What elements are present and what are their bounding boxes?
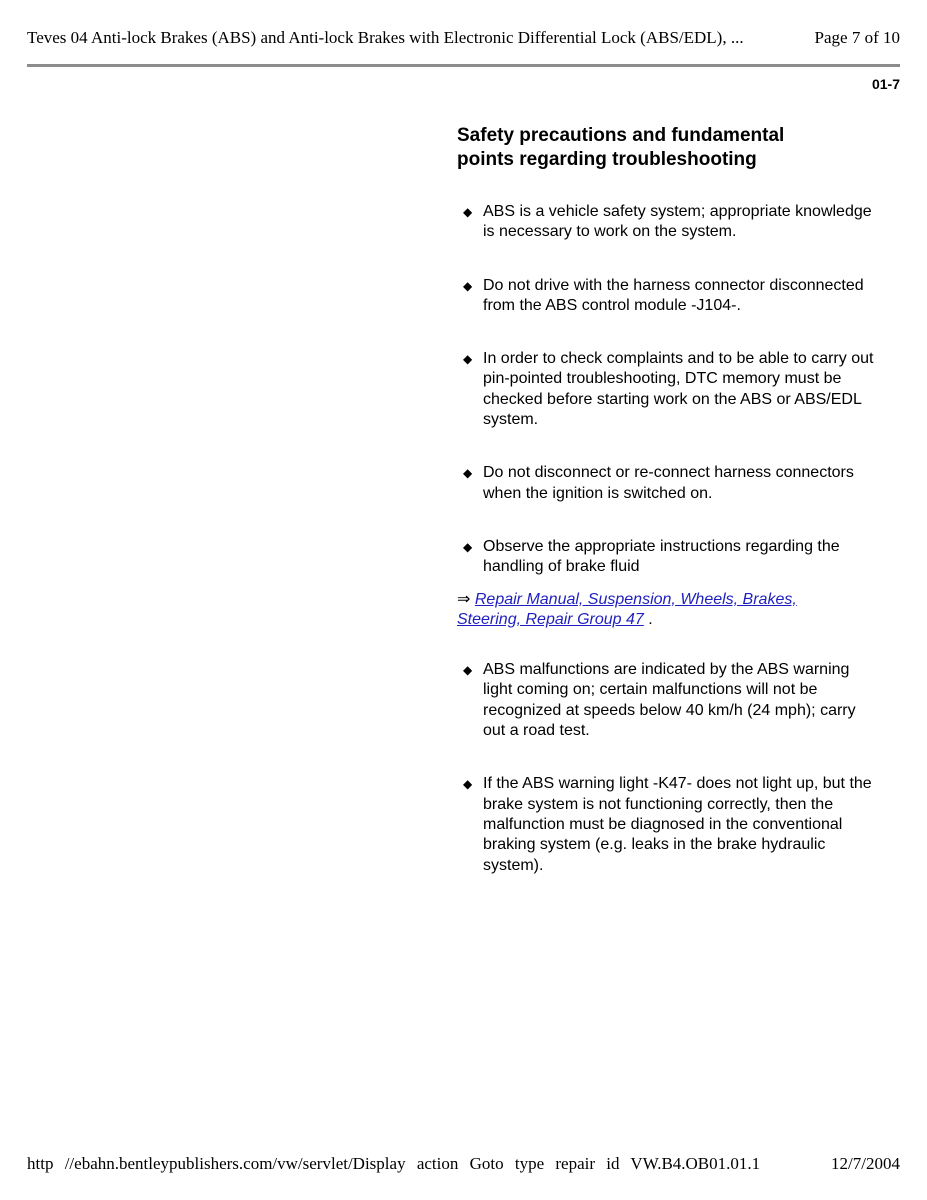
list-item: [457, 276, 875, 317]
list-item: [457, 660, 875, 741]
list-item: [457, 349, 875, 430]
list-item: [457, 537, 875, 578]
document-title: Teves 04 Anti-lock Brakes (ABS) and Anti-lock Brakes with Electronic Differential Lock (ABS/EDL), ...: [27, 28, 744, 47]
diamond-bullet-icon: ◆: [463, 663, 473, 678]
page-header: [27, 28, 900, 48]
main-content: [457, 124, 877, 909]
diamond-bullet-icon: ◆: [463, 539, 473, 554]
repair-manual-link[interactable]: Repair Manual, Suspension, Wheels, Brakes, Steering, Repair Group 47: [457, 590, 797, 628]
list-item-text: Do not drive with the harness connector disconnected from the ABS control module -J104-.: [483, 276, 864, 314]
list-item: [457, 202, 875, 243]
list-item: [457, 463, 875, 504]
diamond-bullet-icon: ◆: [463, 352, 473, 367]
page-number: Page 7 of 10: [814, 28, 900, 47]
diamond-bullet-icon: ◆: [463, 466, 473, 481]
list-item-text: ABS is a vehicle safety system; appropriate knowledge is necessary to work on the system.: [483, 203, 872, 241]
print-date: 12/7/2004: [831, 1154, 900, 1173]
cross-reference: [457, 590, 849, 631]
list-item: [457, 774, 875, 875]
diamond-bullet-icon: ◆: [463, 777, 473, 792]
diamond-bullet-icon: ◆: [463, 205, 473, 219]
page-footer: [27, 1154, 900, 1174]
arrow-right-icon: ⇒: [457, 590, 471, 608]
list-item-text: Do not disconnect or re-connect harness connectors when the ignition is switched on.: [483, 464, 854, 502]
page-code: 01-7: [871, 76, 900, 92]
diamond-bullet-icon: ◆: [463, 278, 473, 293]
reference-suffix: .: [643, 610, 653, 628]
list-item-text: In order to check complaints and to be able to carry out pin-pointed troubleshooting, DTC memory must be checked before starting work on the ABS or ABS/EDL system.: [483, 350, 874, 429]
list-item-text: If the ABS warning light -K47- does not light up, but the brake system is not functioning correctly, then the malfunction must be diagnosed in the conventional braking system (e.g. leaks in the brake hydraulic system).: [483, 775, 872, 874]
list-item-text: Observe the appropriate instructions regarding the handling of brake fluid: [483, 537, 840, 576]
section-title: Safety precautions and fundamental points regarding troubleshooting: [457, 125, 785, 170]
header-divider: [27, 64, 900, 67]
source-url: http //ebahn.bentleypublishers.com/vw/servlet/Display action Goto type repair id VW.B4.OB01.01.1: [27, 1154, 761, 1173]
list-item-text: ABS malfunctions are indicated by the ABS warning light coming on; certain malfunctions will not be recognized at speeds below 40 km/h (24 mph); carry out a road test.: [483, 661, 856, 740]
